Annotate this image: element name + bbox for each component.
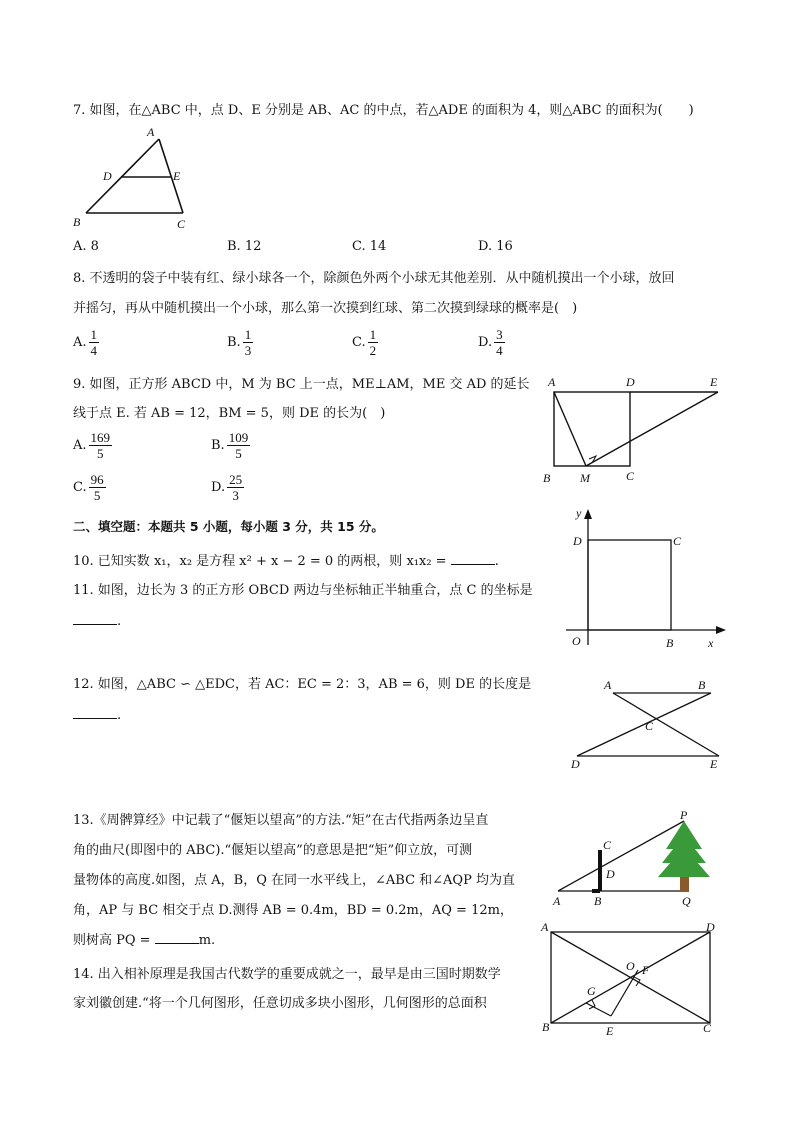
q9-option-b (211, 430, 250, 461)
q9-option-c-num: 96 (90, 472, 104, 487)
q13-label-p: P (680, 808, 688, 822)
q12-end: . (117, 708, 122, 723)
q11-coordinate-figure (560, 505, 730, 655)
q9-label-c: C (626, 469, 635, 483)
q7-option-a: A. 8 (73, 239, 99, 254)
q13-line4: 角，AP 与 BC 相交于点 D.测得 AB = 0.4m，BD = 0.2m，AQ = 12m， (73, 903, 513, 918)
q12-label-c: C (645, 719, 654, 733)
q7-label-a: A (147, 125, 155, 139)
q9-option-c-label: C. (73, 480, 87, 495)
q7-label-c: C (177, 217, 186, 231)
section-2-title: 二、填空题：本题共 5 小题，每小题 3 分，共 15 分。 (73, 519, 384, 534)
q9-option-a-label: A. (73, 438, 87, 453)
q8-stem-line1: 8. 不透明的袋子中装有红、绿小球各一个，除颜色外两个小球无其他差别．从中随机摸出一个小球，放回 (73, 271, 675, 286)
q10-answer-blank[interactable] (451, 552, 495, 565)
q8-option-b-den: 3 (244, 343, 252, 358)
q13-unit: m. (198, 933, 216, 948)
q8-option-a (73, 327, 99, 358)
q8-option-c-den: 2 (369, 343, 377, 358)
q14-label-c: C (703, 1021, 712, 1035)
q11-label-x: x (708, 636, 714, 650)
q13-tree-figure (548, 805, 728, 910)
q13-label-a: A (553, 894, 561, 908)
q14-label-g: G (587, 984, 596, 998)
q12-label-d: D (571, 757, 580, 771)
q12-label-a: A (604, 678, 612, 692)
q8-option-d (478, 327, 505, 358)
q7-label-d: D (103, 169, 112, 183)
q8-stem-line2: 并摇匀，再从中随机摸出一个小球，那么第一次摸到红球、第二次摸到绿球的概率是( ) (73, 301, 578, 316)
q13-label-d: D (606, 867, 615, 881)
q12-label-e: E (710, 757, 718, 771)
q13-label-b: B (594, 894, 602, 908)
q13-line3: 量物体的高度.如图，点 A，B，Q 在同一水平线上，∠ABC 和∠AQP 均为直 (73, 873, 515, 888)
q9-option-b-den: 5 (235, 446, 242, 461)
q7-label-e: E (173, 169, 181, 183)
q14-label-f: F (642, 963, 650, 977)
q11-label-o: O (572, 634, 581, 648)
q9-option-a (73, 430, 112, 461)
q9-option-d-num: 25 (229, 472, 243, 487)
q8-option-b (227, 327, 253, 358)
q8-option-b-label: B. (227, 335, 241, 350)
q13-line1: 13.《周髀算经》中记载了“偃矩以望高”的方法.“矩”在古代指两条边呈直 (73, 813, 489, 828)
q9-label-d: D (626, 375, 635, 389)
q11-end: . (117, 614, 122, 629)
q9-label-a: A (548, 375, 556, 389)
q12-label-b: B (698, 678, 706, 692)
q9-option-a-num: 169 (90, 430, 111, 445)
q9-option-d-den: 3 (232, 488, 239, 503)
q14-line2: 家刘徽创建.“将一个几何图形，任意切成多块小图形，几何图形的总面积 (73, 996, 487, 1011)
q8-option-c (352, 327, 378, 358)
q14-label-b: B (542, 1020, 550, 1034)
q9-label-e: E (710, 375, 718, 389)
q11-label-y: y (576, 506, 582, 520)
q12-answer-blank[interactable] (73, 706, 117, 719)
q9-option-b-label: B. (211, 438, 225, 453)
q13-line5 (73, 931, 215, 950)
q8-option-d-num: 3 (496, 327, 503, 342)
q12-similar-triangles-figure (565, 672, 725, 772)
q14-label-d: D (706, 920, 715, 934)
q10-end: . (494, 554, 499, 569)
q9-square-figure (540, 370, 730, 490)
q8-option-a-label: A. (73, 335, 87, 350)
q8-option-d-label: D. (478, 335, 493, 350)
q14-label-a: A (541, 920, 549, 934)
q11-label-b: B (666, 636, 674, 650)
q14-rectangle-figure (538, 918, 728, 1042)
q8-option-d-den: 4 (496, 343, 503, 358)
q9-option-d-label: D. (211, 480, 226, 495)
q8-option-c-num: 1 (369, 327, 377, 342)
q9-stem-line2: 线于点 E. 若 AB = 12，BM = 5，则 DE 的长为( ) (73, 406, 386, 421)
q9-stem-line1: 9. 如图，正方形 ABCD 中，M 为 BC 上一点，ME⊥AM，ME 交 AD 的延长 (73, 377, 530, 392)
q9-option-d (211, 472, 244, 503)
q7-triangle-figure (70, 124, 200, 232)
q9-option-a-den: 5 (97, 446, 104, 461)
q9-option-c (73, 472, 106, 503)
q13-answer-blank[interactable] (155, 931, 199, 944)
q9-option-c-den: 5 (93, 488, 101, 503)
q11-answer-line (73, 612, 121, 631)
q10-stem (73, 552, 499, 571)
q8-option-a-den: 4 (90, 343, 98, 358)
q7-option-d: D. 16 (478, 239, 513, 254)
q7-stem: 7. 如图，在△ABC 中，点 D、E 分别是 AB、AC 的中点，若△ADE 的面积为 4，则△ABC 的面积为( ) (73, 103, 694, 118)
q12-answer-line (73, 706, 121, 725)
q13-label-c: C (603, 838, 612, 852)
q11-label-d: D (573, 534, 582, 548)
q14-label-e: E (606, 1024, 614, 1038)
q13-last: 则树高 PQ = (73, 933, 155, 948)
q13-line2: 角的曲尺(即图中的 ABC).“偃矩以望高”的意思是把“矩”仰立放，可测 (73, 843, 473, 858)
q9-option-b-num: 109 (228, 430, 249, 445)
q9-label-m: M (580, 471, 590, 485)
q13-label-q: Q (682, 894, 691, 908)
q9-label-b: B (543, 471, 551, 485)
q7-option-c: C. 14 (352, 239, 387, 254)
q12-stem: 12. 如图，△ABC ∽ △EDC，若 AC：EC = 2：3，AB = 6，则 DE 的长度是 (73, 677, 532, 692)
q7-label-b: B (73, 215, 81, 229)
q14-label-o: O (626, 959, 635, 973)
q8-option-b-num: 1 (244, 327, 252, 342)
q7-option-b: B. 12 (227, 239, 262, 254)
q8-option-a-num: 1 (90, 327, 98, 342)
q11-stem: 11. 如图，边长为 3 的正方形 OBCD 两边与坐标轴正半轴重合，点 C 的坐标是 (73, 583, 533, 598)
q8-option-c-label: C. (352, 335, 366, 350)
q10-text: 10. 已知实数 x₁，x₂ 是方程 x² + x − 2 = 0 的两根，则 x₁x₂ = (73, 554, 451, 569)
q14-line1: 14. 出入相补原理是我国古代数学的重要成就之一，最早是由三国时期数学 (73, 967, 501, 982)
q11-label-c: C (673, 534, 682, 548)
q11-answer-blank[interactable] (73, 612, 117, 625)
